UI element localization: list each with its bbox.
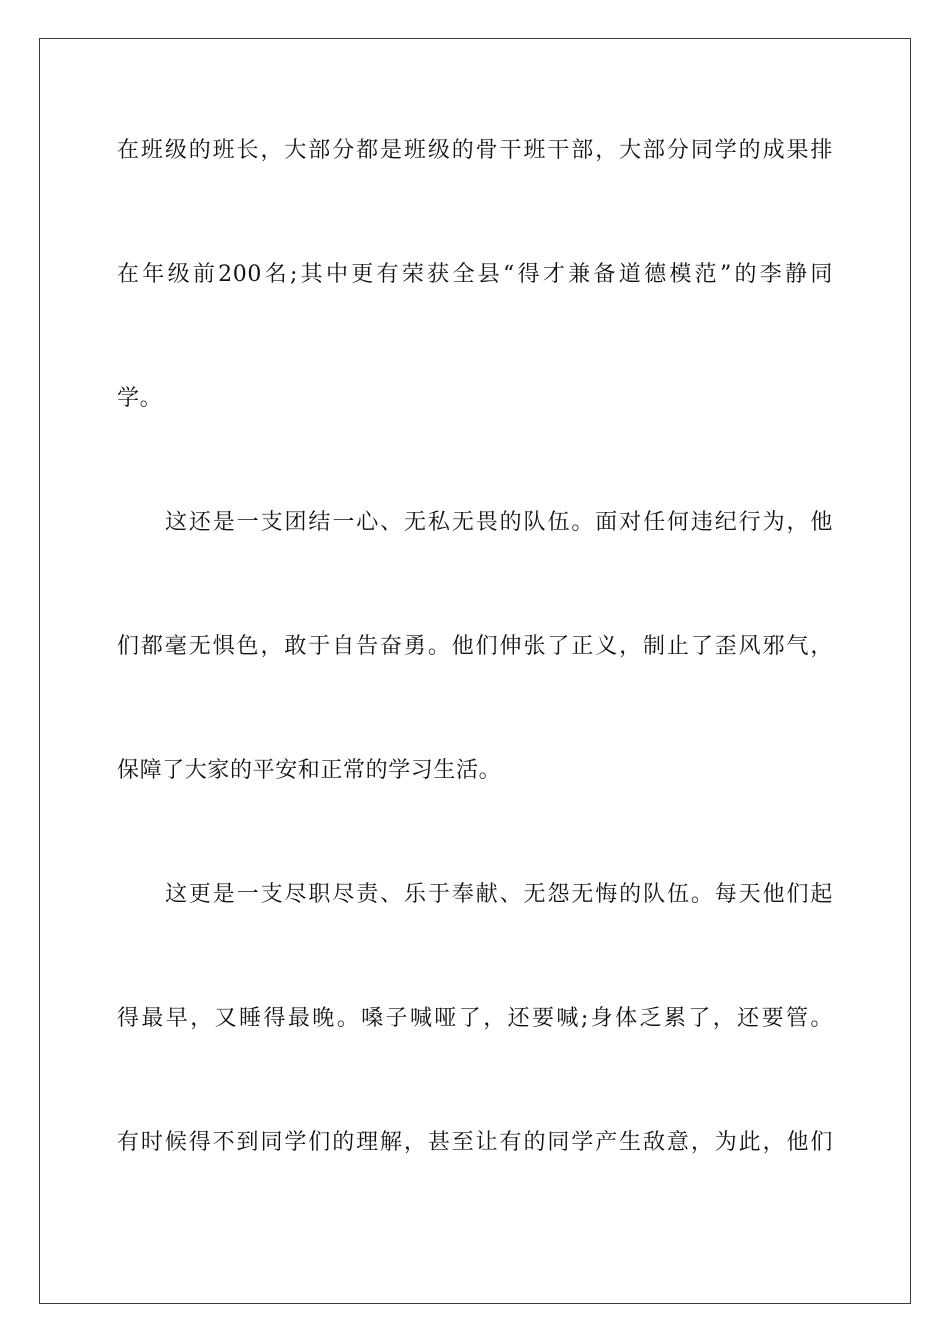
text-line-9: 有时候得不到同学们的理解，甚至让有的同学产生敌意，为此，他们 bbox=[117, 1130, 833, 1155]
text-line-7: 这更是一支尽职尽责、乐于奉献、无怨无悔的队伍。每天他们起 bbox=[165, 882, 833, 907]
text-line-5: 们都毫无惧色，敢于自告奋勇。他们伸张了正义，制止了歪风邪气， bbox=[117, 634, 833, 659]
text-line-1: 在班级的班长，大部分都是班级的骨干班干部，大部分同学的成果排 bbox=[117, 138, 833, 163]
text-line-6: 保障了大家的平安和正常的学习生活。 bbox=[117, 758, 502, 783]
page-border bbox=[39, 38, 911, 1304]
text-line-3: 学。 bbox=[117, 386, 163, 411]
text-line-2: 在年级前200名;其中更有荣获全县“得才兼备道德模范”的李静同 bbox=[117, 262, 833, 287]
text-line-4: 这还是一支团结一心、无私无畏的队伍。面对任何违纪行为，他 bbox=[165, 510, 833, 535]
text-line-8: 得最早，又睡得最晚。嗓子喊哑了，还要喊;身体乏累了，还要管。 bbox=[117, 1006, 833, 1031]
